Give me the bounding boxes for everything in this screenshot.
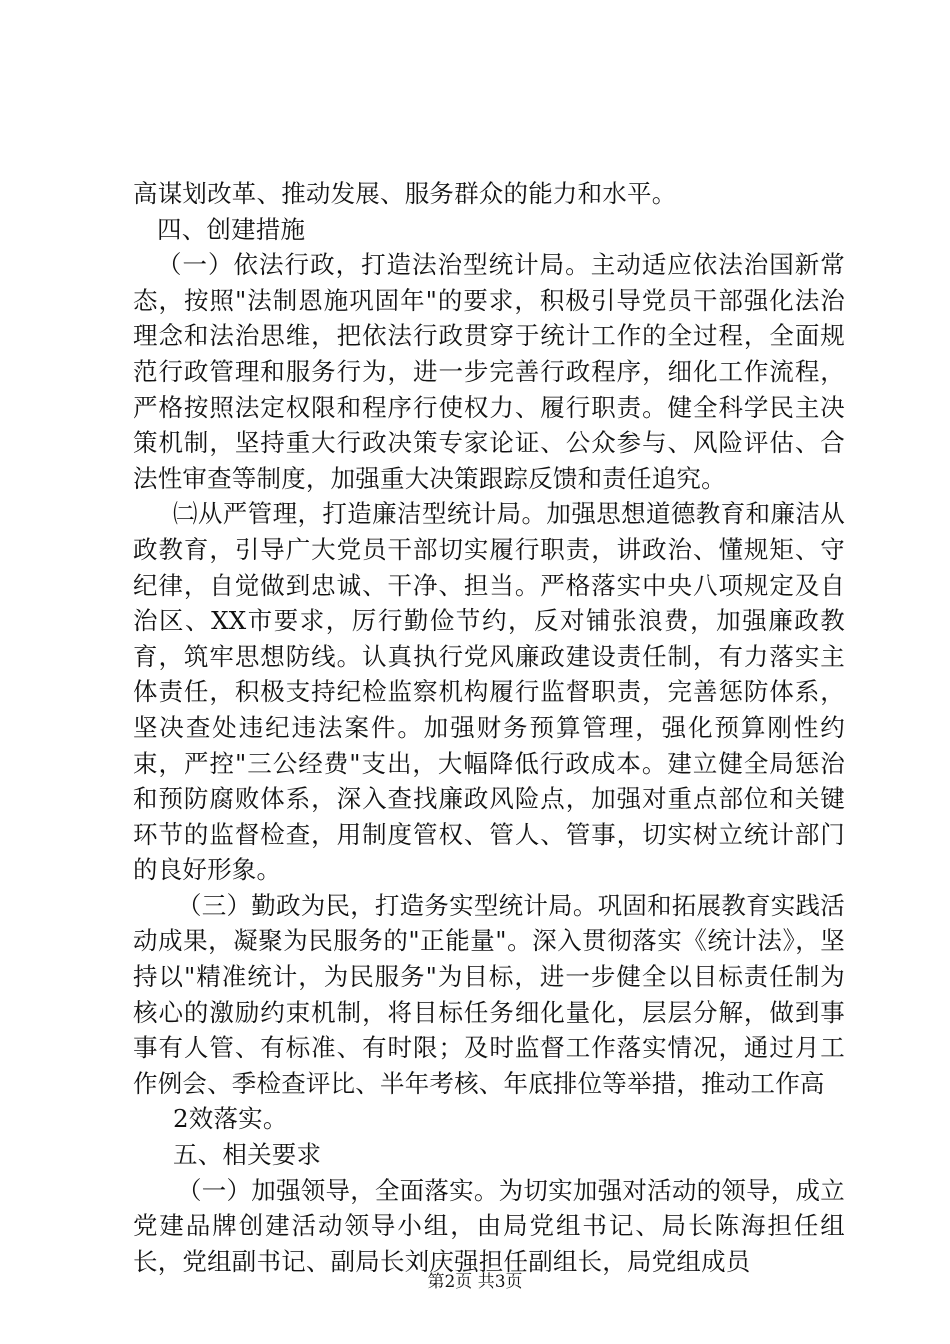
section-heading-measures: 四、创建措施 [157,214,306,244]
paragraph-fragment: 2效落实。 [173,1104,288,1134]
paragraph-diligent-service: （三）勤政为民，打造务实型统计局。巩固和拓展教育实践活动成果，凝聚为民服务的"正能量"。深入贯彻落实《统计法》，坚持以"精准统计，为民服务"为目标，进一步健全以目标责任制为核心的激励约束机制，将目标任务细化量化，层层分解，做到事事有人管、有标准、有时限；及时监督工作落实情况，通过月工作例会、季检查评比、半年考核、年底排位等举措，推动工作高 [133,890,845,1098]
section-heading-requirements: 五、相关要求 [173,1140,322,1170]
paragraph-continuation: 高谋划改革、推动发展、服务群众的能力和水平。 [133,179,677,208]
document-body [133,176,845,1279]
page-number-footer: 第2页 共3页 [427,1272,523,1292]
paragraph-rule-of-law: （一）依法行政，打造法治型统计局。主动适应依法治国新常态，按照"法制恩施巩固年"的要求，积极引导党员干部强化法治理念和法治思维，把依法行政贯穿于统计工作的全过程，全面规范行政管理和服务行为，进一步完善行政程序，细化工作流程，严格按照法定权限和程序行使权力、履行职责。健全科学民主决策机制，坚持重大行政决策专家论证、公众参与、风险评估、合法性审查等制度，加强重大决策跟踪反馈和责任追究。 [133,250,845,493]
paragraph-strict-management: ㈡从严管理，打造廉洁型统计局。加强思想道德教育和廉洁从政教育，引导广大党员干部切实履行职责，讲政治、懂规矩、守纪律，自觉做到忠诚、干净、担当。严格落实中央八项规定及自治区、XX市要求，厉行勤俭节约，反对铺张浪费，加强廉政教育，筑牢思想防线。认真执行党风廉政建设责任制，有力落实主体责任，积极支持纪检监察机构履行监督职责，完善惩防体系，坚决查处违纪违法案件。加强财务预算管理，强化预算刚性约束，严控"三公经费"支出，大幅降低行政成本。建立健全局惩治和预防腐败体系，深入查找廉政风险点，加强对重点部位和关键环节的监督检查，用制度管权、管人、管事，切实树立统计部门的良好形象。 [133,499,845,885]
paragraph-leadership: （一）加强领导，全面落实。为切实加强对活动的领导，成立党建品牌创建活动领导小组，由局党组书记、局长陈海担任组长，党组副书记、副局长刘庆强担任副组长，局党组成员 [133,1175,845,1276]
